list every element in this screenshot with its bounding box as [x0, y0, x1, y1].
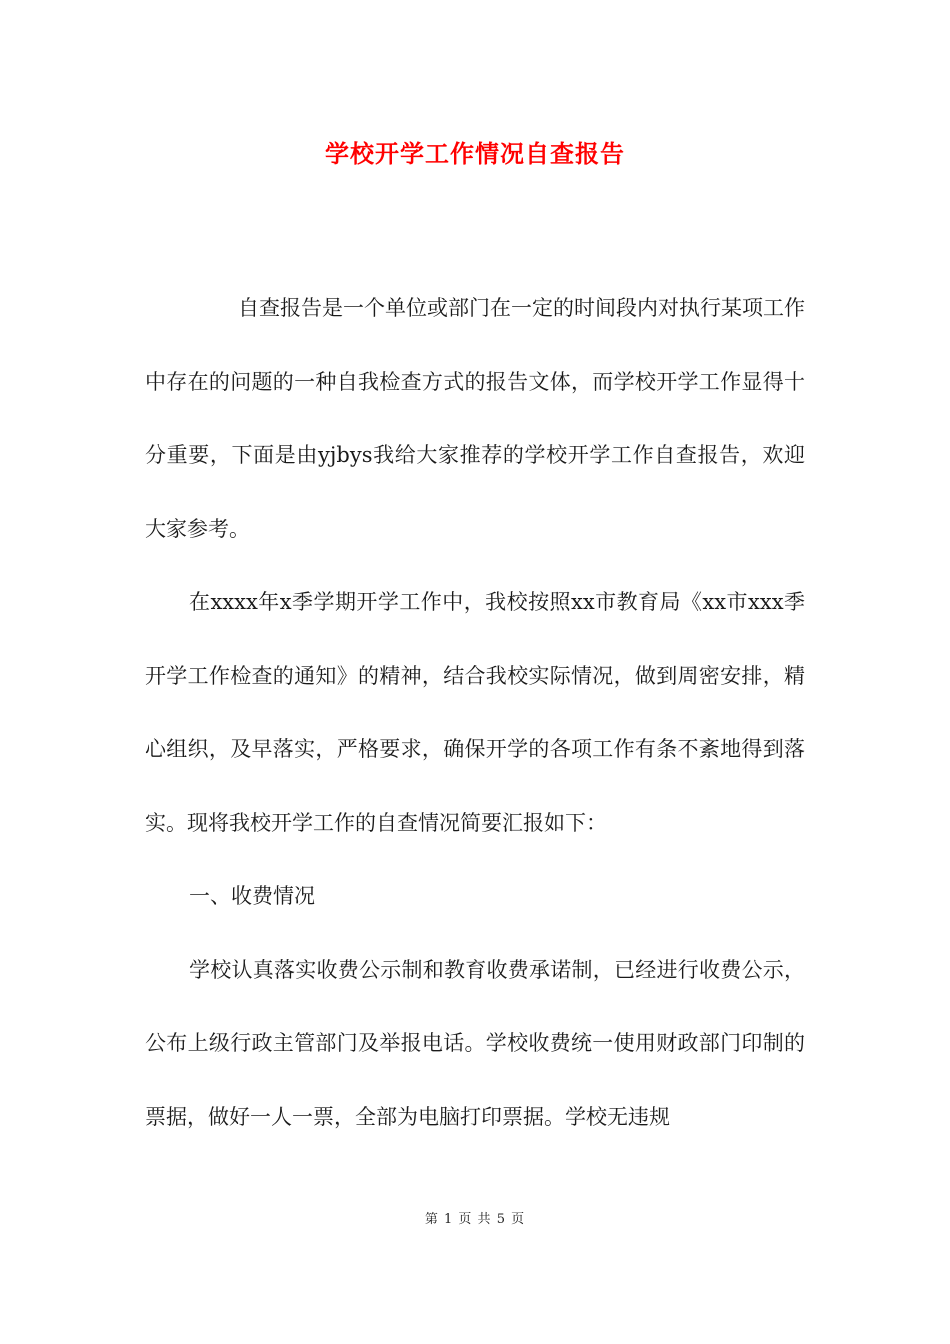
- paragraph-fees: 学校认真落实收费公示制和教育收费承诺制，已经进行收费公示，公布上级行政主管部门及举报电话。学校收费统一使用财政部门印制的票据，做好一人一票，全部为电脑打印票据。学校无违规: [145, 957, 805, 1129]
- paragraph-intro: 自查报告是一个单位或部门在一定的时间段内对执行某项工作中存在的问题的一种自我检查方式的报告文体，而学校开学工作显得十分重要，下面是由yjbys我给大家推荐的学校开学工作自查报告，欢迎大家参考。: [145, 296, 805, 541]
- section-heading-fees: 一、收费情况: [189, 884, 315, 908]
- page-number-footer: 第 1 页 共 5 页: [424, 1212, 526, 1227]
- document-body: [145, 272, 805, 1154]
- document-title: 学校开学工作情况自查报告: [325, 139, 625, 168]
- paragraph-overview: 在xxxx年x季学期开学工作中，我校按照xx市教育局《xx市xxx季开学工作检查的通知》的精神，结合我校实际情况，做到周密安排，精心组织，及早落实，严格要求，确保开学的各项工作有条不紊地得到落实。现将我校开学工作的自查情况简要汇报如下：: [145, 590, 805, 835]
